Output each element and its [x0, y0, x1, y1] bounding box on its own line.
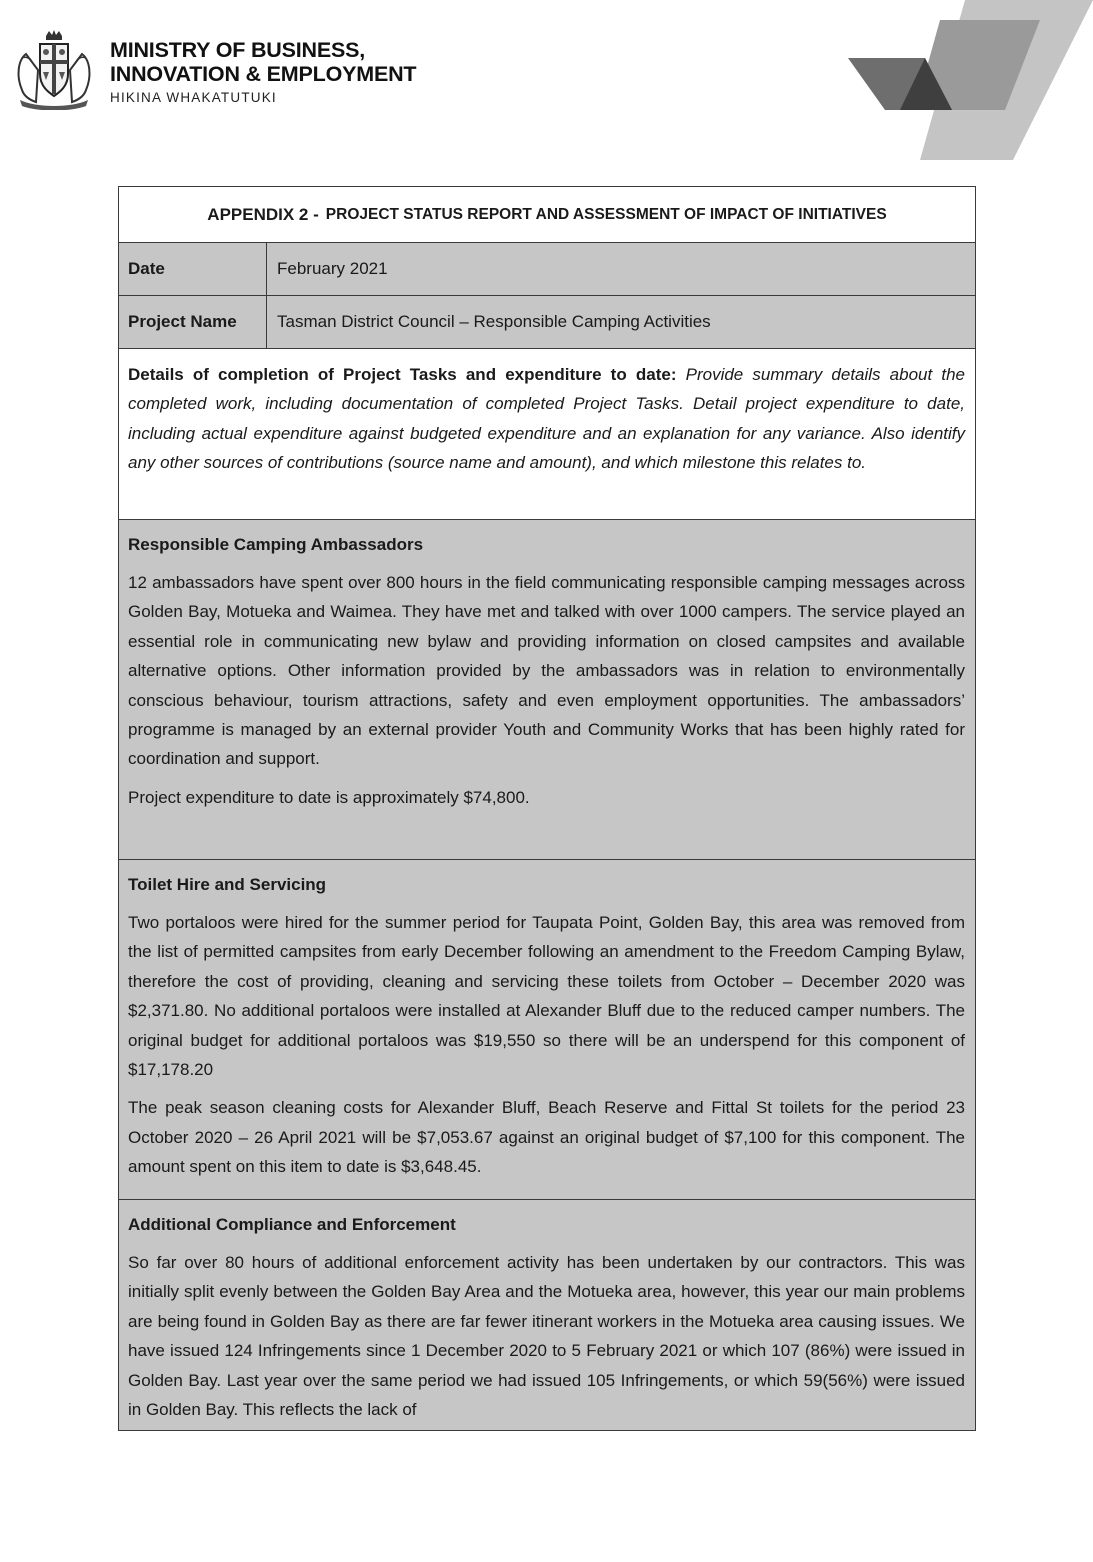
section-paragraph: The peak season cleaning costs for Alexander Bluff, Beach Reserve and Fittal St toilets for the period 23 October 2020 – 26 April 2021 will be $7,053.67 against an original budget of $7,100 for this component. The amount spent on this item to date is $3,648.45. [128, 1098, 965, 1177]
details-text: Provide summary details about the completed work, including documentation of completed Project Tasks. Detail project expenditure to date, including actual expenditure against budgeted expenditure and an explanation for any variance. Also identify any other sources of contributions (source name and amount), and which milestone this relates to. [128, 365, 965, 473]
section-camping-ambassadors [119, 520, 975, 860]
org-name-line-2: INNOVATION & EMPLOYMENT [110, 62, 417, 86]
details-instructions [119, 349, 975, 520]
status-report-table [118, 186, 976, 1431]
section-paragraph: Two portaloos were hired for the summer period for Taupata Point, Golden Bay, this area was removed from the list of permitted campsites from early December following an amendment to the Freedom Camping Bylaw, therefore the cost of providing, cleaning and servicing these toilets from October – December 2020 was $2,371.80. No additional portaloos were installed at Alexander Bluff due to the reduced camper numbers. The original budget for additional portaloos was $19,550 so there will be an underspend for this component of $17,178.20 [128, 913, 965, 1080]
section-heading: Additional Compliance and Enforcement [128, 1215, 456, 1234]
section-paragraph: So far over 80 hours of additional enforcement activity has been undertaken by our contractors. This was initially split evenly between the Golden Bay Area and the Motueka area, however, this year our main problems are being found in Golden Bay as there are far fewer itinerant workers in the Motueka area causing issues. We have issued 124 Infringements since 1 December 2020 to 5 February 2021 or which 107 (86%) were issued in Golden Bay. Last year over the same period we had issued 105 Infringements, or which 59(56%) were issued in Golden Bay. This reflects the lack of [128, 1253, 965, 1420]
date-row [119, 243, 975, 296]
project-name-row [119, 296, 975, 349]
section-paragraph: Project expenditure to date is approximately $74,800. [128, 787, 530, 807]
section-heading: Toilet Hire and Servicing [128, 875, 327, 894]
org-name-line-1: MINISTRY OF BUSINESS, [110, 38, 366, 62]
coat-of-arms-icon [12, 30, 96, 110]
section-paragraph: 12 ambassadors have spent over 800 hours in the field communicating responsible camping messages across Golden Bay, Motueka and Waimea. They have met and talked with over 1000 campers. The service played an essential role in communicating new bylaw and providing information on closed campsites and available alternative options. Other information provided by the ambassadors was in relation to environmentally conscious behaviour, tourism attractions, safety and even employment opportunities. The ambassadors’ programme is managed by an external provider Youth and Community Works that has been highly rated for coordination and support. [128, 573, 965, 769]
report-title-text: PROJECT STATUS REPORT AND ASSESSMENT OF IMPACT OF INITIATIVES [325, 205, 887, 223]
details-lead: Details of completion of Project Tasks and expenditure to date: [128, 365, 677, 384]
date-value: February 2021 [277, 259, 388, 278]
section-compliance-enforcement [119, 1200, 975, 1430]
appendix-label: APPENDIX 2 - [207, 204, 319, 224]
section-heading: Responsible Camping Ambassadors [128, 535, 424, 554]
project-name-label: Project Name [119, 296, 267, 348]
date-label: Date [119, 243, 267, 295]
report-title [119, 187, 975, 243]
decorative-corner-graphic [840, 0, 1093, 165]
org-name-maori: HIKINA WHAKATUTUKI [110, 90, 277, 105]
project-name-value: Tasman District Council – Responsible Camping Activities [277, 312, 711, 331]
section-toilet-hire [119, 860, 975, 1200]
ministry-logo [110, 38, 416, 105]
